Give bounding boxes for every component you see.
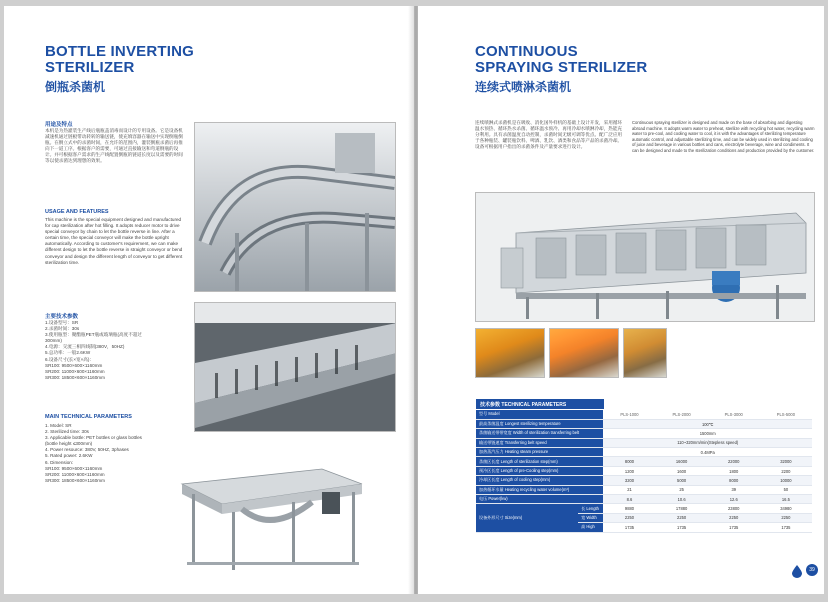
table-row — [476, 438, 812, 447]
params-cn-item: 6.设备尺寸(长×宽×高)： — [45, 356, 95, 362]
params-cn-item: 3.使用瓶型：聚酯瓶PET瓶或玻璃瓶(高度不超过 — [45, 332, 142, 338]
row-label: 电压 Power(kw) — [476, 495, 603, 504]
model-cell: PLS-2000 — [656, 410, 708, 419]
left-title-line1: BOTTLE INVERTING — [45, 43, 195, 60]
params-en-item: SR300: 18500×600×1160mm — [45, 477, 105, 483]
usage-en-heading: USAGE AND FEATURES — [45, 209, 109, 215]
usage-cn-text: 本机是为热灌装生产线后瓶瓶盖消毒而设计的专用设备。它是设备机减速机通过链板带动转转的输送链，使充填容器在输送中实现倒瓶倒瓶。在倒立式中的杀菌时间，在允许的范围内，灌装倒瓶杀菌后再推向下一道工序。根据客户的需要，可通过直接输送和弯道倒瓶的设计。并可根据客户需求的生产线配置倒瓶的链道长度以及需要的时间等以使杀菌达到理想的效果。 — [45, 128, 183, 164]
row-value: 8.6 — [603, 495, 655, 504]
params-cn-list — [45, 320, 185, 381]
row-label: 预冷区长度 Length of pre-Cooling step(mm) — [476, 466, 603, 475]
params-en-item: SR200: 11000×600×1160mm — [45, 471, 105, 477]
table-row — [476, 495, 812, 504]
row-value: 10000 — [760, 476, 812, 485]
left-title-cn: 倒瓶杀菌机 — [45, 80, 106, 94]
params-en-item: 1. Model: SR — [45, 423, 72, 428]
row-value: 34980 — [760, 504, 812, 513]
size-label: 设备外形尺寸 Size(mm) — [476, 504, 578, 532]
tunnel-sterilizer-photo — [475, 192, 815, 322]
intro-en-text: Continuous spraying sterilizer is designed and made on the base of absorbing and digesting abroad machine. It adopts warm water to preheat, sterilize with recycling hot water, recycling warm water to pre-cool, and cooling water to cool, it is with the advantages of sterilizing temperature automatic control, and adjustable sterilizing time, and can be widely used in sterilizing and cooling of juice and beverage in various bottles and cans, electrolyte beverage, wine and condiments. It can be designed and made to the sterilization conditions and production provided by the customer. — [632, 120, 815, 153]
params-en-item: 4. Power resource: 380V, 50HZ, 3phases — [45, 447, 129, 453]
params-en-item: 5. Rated power: 2.6KW — [45, 453, 93, 459]
left-page — [4, 6, 414, 594]
row-value: 1735 — [656, 523, 708, 532]
row-value: 8000 — [603, 457, 655, 466]
model-cell: PLS-3000 — [708, 410, 760, 419]
params-cn-heading: 主要技术参数 — [45, 314, 79, 320]
table-row — [476, 476, 812, 485]
row-label: 杀菌输送带带宽度 Width of sterilization transferring belt — [476, 429, 603, 438]
params-cn-item: 1.设备型号：SR — [45, 320, 79, 325]
row-value: 110~320mm/min(Stepless speed) — [603, 438, 812, 447]
juice-bottles-photo-3 — [623, 328, 667, 378]
right-title-cn: 连续式喷淋杀菌机 — [475, 80, 572, 94]
table-row — [476, 448, 812, 457]
right-title-line2: SPRAYING STERILIZER — [475, 59, 648, 76]
row-value: 21 — [603, 485, 655, 494]
row-label: 冷却区长度 Length of cooling step(mm) — [476, 476, 603, 485]
row-value: 100℃ — [603, 419, 812, 428]
row-value: 8000 — [708, 476, 760, 485]
row-value: 5000 — [656, 476, 708, 485]
row-value: 16000 — [656, 457, 708, 466]
row-value: 1735 — [760, 523, 812, 532]
model-cell: PLS-1000 — [603, 410, 655, 419]
params-en-heading: MAIN TECHNICAL PARAMETERS — [45, 414, 132, 420]
row-value: 22000 — [708, 457, 760, 466]
row-value: 1735 — [603, 523, 655, 532]
table-row — [476, 429, 812, 438]
row-label: 加热蒸汽压力 Heating steam pressure — [476, 448, 603, 457]
intro-cn-text: 连续喷淋式杀菌机是在吸收、消化国外样机的基础上设计开发，采用循环温水预热、循环热水杀菌、循环温水预冷、再用冷却水喷淋冷却，热能充分利用。具有杀菌温度自动控制，杀菌时间无级可调等优点。配广泛应用于各种瓶装、罐装瓶饮料、啤酒、乳饮、酒类和食品等产品的杀菌冷却。设备可根据用户指出的杀菌条件及产量要求进行设计。 — [475, 120, 623, 150]
juice-bottles-photo-1 — [475, 328, 545, 378]
row-value: 16.5 — [760, 495, 812, 504]
row-value: 50 — [760, 485, 812, 494]
params-cn-item: SR200: 11000×600×1160mm — [45, 368, 105, 374]
row-label: 输送带链速度 Transferring belt speed — [476, 438, 603, 447]
row-value: 2200 — [760, 466, 812, 475]
page-number: 39 — [806, 564, 818, 576]
params-en-item: 6. Dimension: — [45, 459, 74, 465]
size-sub-label: 宽 Width — [578, 513, 603, 522]
row-label: 加热循环水量 Heating recycling water volume(m³) — [476, 485, 603, 494]
water-drop-icon — [792, 565, 802, 578]
table-row — [476, 485, 812, 494]
inverter-machine-drawing — [172, 454, 372, 574]
row-value: 25 — [656, 485, 708, 494]
params-cn-item: SR100: 9500×600×1160mm — [45, 362, 103, 368]
row-value: 1500mm — [603, 429, 812, 438]
params-en-item: (bottle height ≤300mm) — [45, 441, 93, 447]
row-value: 2250 — [760, 513, 812, 522]
row-value: 1800 — [708, 466, 760, 475]
row-value: 23800 — [708, 504, 760, 513]
juice-bottles-photo-2 — [549, 328, 619, 378]
row-value: 32000 — [760, 457, 812, 466]
row-value: 1200 — [603, 466, 655, 475]
row-value: 10.6 — [656, 495, 708, 504]
curved-conveyor-photo — [194, 122, 396, 292]
table-row — [476, 419, 812, 428]
params-en-list — [45, 423, 185, 484]
params-en-item: 3. Applicable bottle: PET bottles or glass bottles — [45, 435, 142, 441]
params-cn-item: 5.总功率：一般2.6KW — [45, 350, 91, 356]
right-page — [418, 6, 824, 594]
row-value: 0.4MPa — [603, 448, 812, 457]
params-cn-item: 300mm) — [45, 338, 62, 344]
inverted-bottle-conveyor-photo — [194, 302, 396, 432]
row-value: 1600 — [656, 466, 708, 475]
size-sub-label: 高 High — [578, 523, 603, 532]
model-label: 型号 Model — [476, 410, 603, 419]
row-value: 17880 — [656, 504, 708, 513]
params-en-item: SR100: 9500×600×1160mm — [45, 465, 103, 471]
left-title-line2: STERILIZER — [45, 59, 135, 76]
row-label: 最高杀菌温度 Longest sterilizing temperature — [476, 419, 603, 428]
row-value: 2250 — [708, 513, 760, 522]
right-title-line1: CONTINUOUS — [475, 43, 578, 60]
row-value: 3200 — [603, 476, 655, 485]
tech-params-heading: 技术参数 TECHNICAL PARAMETERS — [476, 399, 604, 409]
row-value: 12.6 — [708, 495, 760, 504]
tech-params-table — [476, 410, 812, 533]
row-label: 杀菌区长度 Length of sterilization step(mm) — [476, 457, 603, 466]
params-en-item: 2. Sterilized time: 30s — [45, 429, 89, 435]
row-value: 2250 — [603, 513, 655, 522]
table-row — [476, 504, 812, 513]
row-value: 2250 — [656, 513, 708, 522]
table-header-row — [476, 410, 812, 419]
params-cn-item: 4.电源：交流三相四线制(380V，50HZ) — [45, 344, 125, 350]
model-cell: PLS-5000 — [760, 410, 812, 419]
table-row — [476, 466, 812, 475]
row-value: 39 — [708, 485, 760, 494]
row-value: 9880 — [603, 504, 655, 513]
usage-en-text: This machine is the special equipment designed and manufactured for cap sterilization after hot filling. It adopts reducer motor to drive special conveyor by chain to let the bottle reverse in line. After a certain time, the special conveyor will make the bottle upright automatically. According to customer's requirement, we can make different design to let the bottle reverse in straight conveyor or bend conveyor and design the different length of conveyor to get different sterilization time. — [45, 217, 183, 265]
size-sub-label: 长 Length — [578, 504, 603, 513]
params-cn-item: 2.杀菌时间：30s — [45, 326, 80, 332]
params-cn-item: SR300: 18500×600×1160mm — [45, 374, 105, 380]
table-row — [476, 457, 812, 466]
usage-cn-heading: 用途及特点 — [45, 122, 73, 128]
row-value: 1735 — [708, 523, 760, 532]
